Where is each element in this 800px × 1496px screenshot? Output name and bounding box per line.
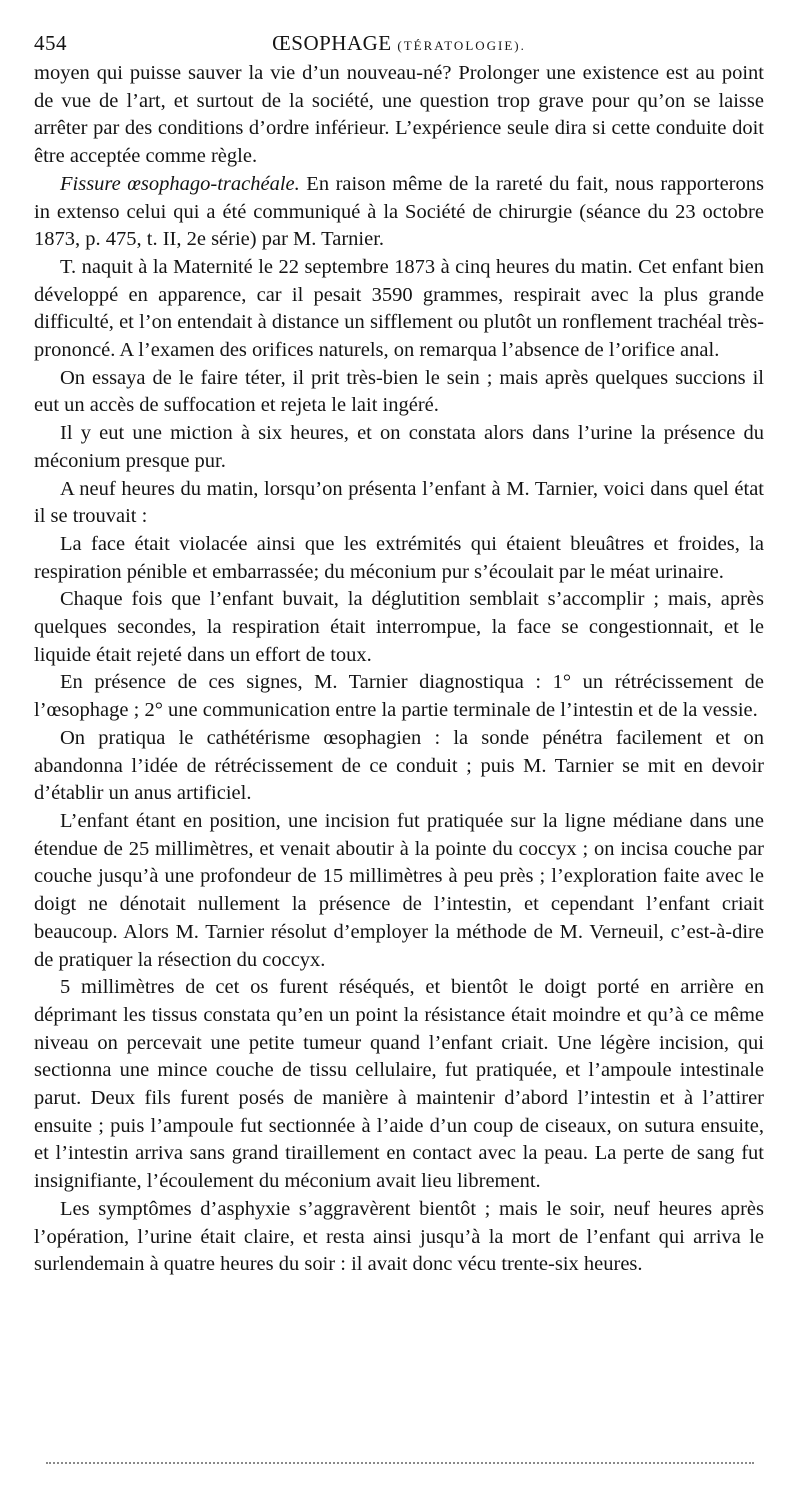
paragraph-13	[34, 1196, 764, 1279]
running-head	[34, 26, 764, 60]
paragraph-text: A neuf heures du matin, lorsqu’on présenta l’enfant à M. Tarnier, voici dans quel état il se trouvait :	[34, 477, 764, 528]
paragraph-text: On pratiqua le cathétérisme œsophagien : la sonde pénétra facilement et on abandonna l’idée de rétrécissement de ce conduit ; puis M. Tarnier se mit en devoir d’établir un anus artificiel.	[34, 726, 764, 805]
paragraph-4	[34, 365, 764, 420]
paragraph-text: La face était violacée ainsi que les extrémités qui étaient bleuâtres et froides, la respiration pénible et embarrassée; du méconium pur s’écoulait par le méat urinaire.	[34, 532, 764, 583]
paragraph-text: Les symptômes d’asphyxie s’aggravèrent bientôt ; mais le soir, neuf heures après l’opération, l’urine était claire, et resta ainsi jusqu’à la mort de l’enfant qui arriva le surlendemain à quatre heures du soir : il avait donc vécu trente-six heures.	[34, 1197, 764, 1276]
footer-dotted-rule	[46, 1462, 754, 1464]
paragraph-lead-italic: Fissure œsophago-trachéale.	[60, 172, 300, 195]
paragraph-8	[34, 586, 764, 669]
paragraph-10	[34, 725, 764, 808]
running-title-main: ŒSOPHAGE	[272, 31, 392, 55]
paragraph-12	[34, 974, 764, 1196]
paragraph-text: On essaya de le faire téter, il prit très-bien le sein ; mais après quelques succions il eut un accès de suffocation et rejeta le lait ingéré.	[34, 366, 764, 417]
paragraph-text: T. naquit à la Maternité le 22 septembre 1873 à cinq heures du matin. Cet enfant bien développé en apparence, car il pesait 3590 grammes, respirait avec la plus grande difficulté, et l’on entendait à distance un sifflement ou plutôt un ronflement trachéal très-prononcé. A l’examen des orifices naturels, on remarqua l’absence de l’orifice anal.	[34, 255, 764, 362]
paragraph-1	[34, 60, 764, 171]
paragraph-text: Chaque fois que l’enfant buvait, la déglutition semblait s’accomplir ; mais, après quelques secondes, la respiration était interrompue, la face se congestionnait, et le liquide était rejeté dans un effort de toux.	[34, 588, 764, 666]
paragraph-5	[34, 420, 764, 475]
page-number: 454	[34, 31, 67, 55]
paragraph-11	[34, 808, 764, 974]
paragraph-9	[34, 669, 764, 724]
body-text	[34, 60, 764, 1279]
paragraph-text: En raison même de la rareté du fait, nous rapporterons in extenso celui qui a été communiqué à la Société de chirurgie (séance du 23 octobre 1873, p. 475, t. II, 2e série) par M. Tarnier.	[34, 172, 764, 251]
paragraph-text: moyen qui puisse sauver la vie d’un nouveau-né? Prolonger une existence est au point de vue de l’art, et surtout de la société, une question trop grave pour qu’on se laisse arrêter par des conditions d’ordre inférieur. L’expérience seule dira si cette conduite doit être acceptée comme règle.	[34, 62, 764, 168]
running-title	[34, 26, 764, 63]
paragraph-6	[34, 476, 764, 531]
paragraph-3	[34, 254, 764, 365]
paragraph-2	[34, 171, 764, 254]
paragraph-text: 5 millimètres de cet os furent réséqués, et bientôt le doigt porté en arrière en déprimant les tissus constata qu’en un point la résistance était moindre et qu’à ce même niveau on percevait une petite tumeur quand l’enfant criait. Une légère incision, qui sectionna une mince couche de tissu cellulaire, fut pratiquée, et l’ampoule intestinale parut. Deux fils furent posés de manière à maintenir d’abord l’intestin et à l’attirer ensuite ; puis l’ampoule fut sectionnée à l’aide d’un coup de ciseaux, on sutura ensuite, et l’intestin arriva sans grand tiraillement en contact avec la peau. La perte de sang fut insignifiante, l’écoulement du méconium avait lieu librement.	[34, 976, 764, 1193]
paragraph-text: Il y eut une miction à six heures, et on constata alors dans l’urine la présence du méconium presque pur.	[34, 422, 764, 472]
paragraph-text: En présence de ces signes, M. Tarnier diagnostiqua : 1° un rétrécissement de l’œsophage ; 2° une communication entre la partie terminale de l’intestin et de la vessie.	[34, 671, 764, 722]
paragraph-text: L’enfant étant en position, une incision fut pratiquée sur la ligne médiane dans une étendue de 25 millimètres, et venait aboutir à la pointe du coccyx ; on incisa couche par couche jusqu’à une profondeur de 15 millimètres à peu près ; l’exploration faite avec le doigt ne dénotait nullement la présence de l’intestin, et cependant l’enfant criait beaucoup. Alors M. Tarnier résolut d’employer la méthode de M. Verneuil, c’est-à-dire de pratiquer la résection du coccyx.	[34, 809, 764, 971]
paragraph-7	[34, 531, 764, 586]
running-title-subtitle: (TÉRATOLOGIE).	[397, 38, 526, 53]
